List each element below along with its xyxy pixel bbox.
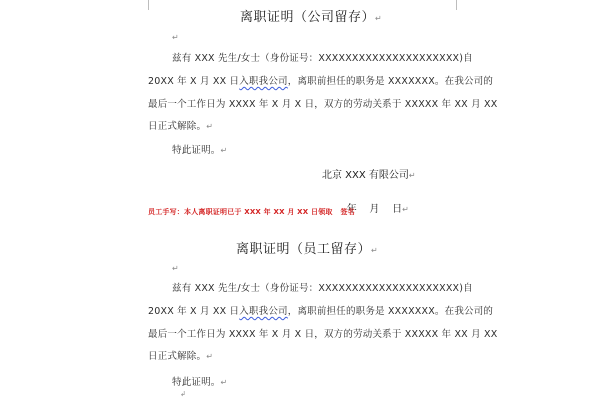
company-copy-title: 离职证明（公司留存）↵ [240, 10, 383, 25]
empty-paragraph-mark: ↵ [172, 33, 179, 42]
company-signature-name: 北京 XXX 有限公司↵ [322, 170, 416, 181]
paragraph-mark-icon: ↵ [371, 246, 379, 255]
company-copy-line-1: 兹有 XXX 先生/女士（身份证号：XXXXXXXXXXXXXXXXXXXXX)自 [172, 53, 473, 64]
paragraph-mark-icon: ↵ [206, 122, 214, 131]
paragraph-mark-icon: ↵ [206, 352, 214, 361]
text-cursor-mark: ↲ [180, 390, 186, 398]
employee-copy-line-2: 20XX 年 X 月 XX 日入职我公司，离职前担任的职务是 XXXXXXX。在我公司的 [148, 306, 494, 317]
paragraph-mark-icon: ↵ [408, 171, 416, 180]
company-copy-closing: 特此证明。↵ [172, 145, 228, 156]
employee-copy-line-1: 兹有 XXX 先生/女士（身份证号：XXXXXXXXXXXXXXXXXXXXX)自 [172, 283, 473, 294]
employee-copy-title: 离职证明（员工留存）↵ [236, 242, 379, 257]
employee-receipt-note: 员工手写：本人离职证明已于 XXX 年 XX 月 XX 日领取 签名 [148, 208, 355, 216]
spellcheck-underlined-text: 入职我公司 [239, 306, 288, 317]
paragraph-mark-icon: ↵ [220, 146, 228, 155]
paragraph-mark-icon: ↵ [220, 378, 228, 387]
empty-paragraph-mark: ↵ [172, 264, 179, 273]
left-margin-guide [148, 0, 149, 10]
company-copy-line-4: 日正式解除。↵ [148, 121, 214, 132]
employee-copy-line-4: 日正式解除。↵ [148, 351, 214, 362]
employee-copy-line-3: 最后一个工作日为 XXXX 年 X 月 X 日，双方的劳动关系于 XXXXX 年 XX 月 XX [148, 329, 498, 340]
paragraph-mark-icon: ↵ [375, 14, 383, 23]
paragraph-mark-icon: ↵ [402, 205, 409, 214]
employee-copy-closing: 特此证明。↵ [172, 377, 228, 388]
company-copy-line-3: 最后一个工作日为 XXXX 年 X 月 X 日，双方的劳动关系于 XXXXX 年 XX 月 XX [148, 99, 498, 110]
right-margin-guide [456, 0, 457, 10]
spellcheck-underlined-text: 入职我公司 [239, 76, 288, 87]
company-copy-line-2: 20XX 年 X 月 XX 日入职我公司，离职前担任的职务是 XXXXXXX。在我公司的 [148, 76, 494, 87]
company-signature-date: 年 月 日↵ [346, 204, 409, 215]
